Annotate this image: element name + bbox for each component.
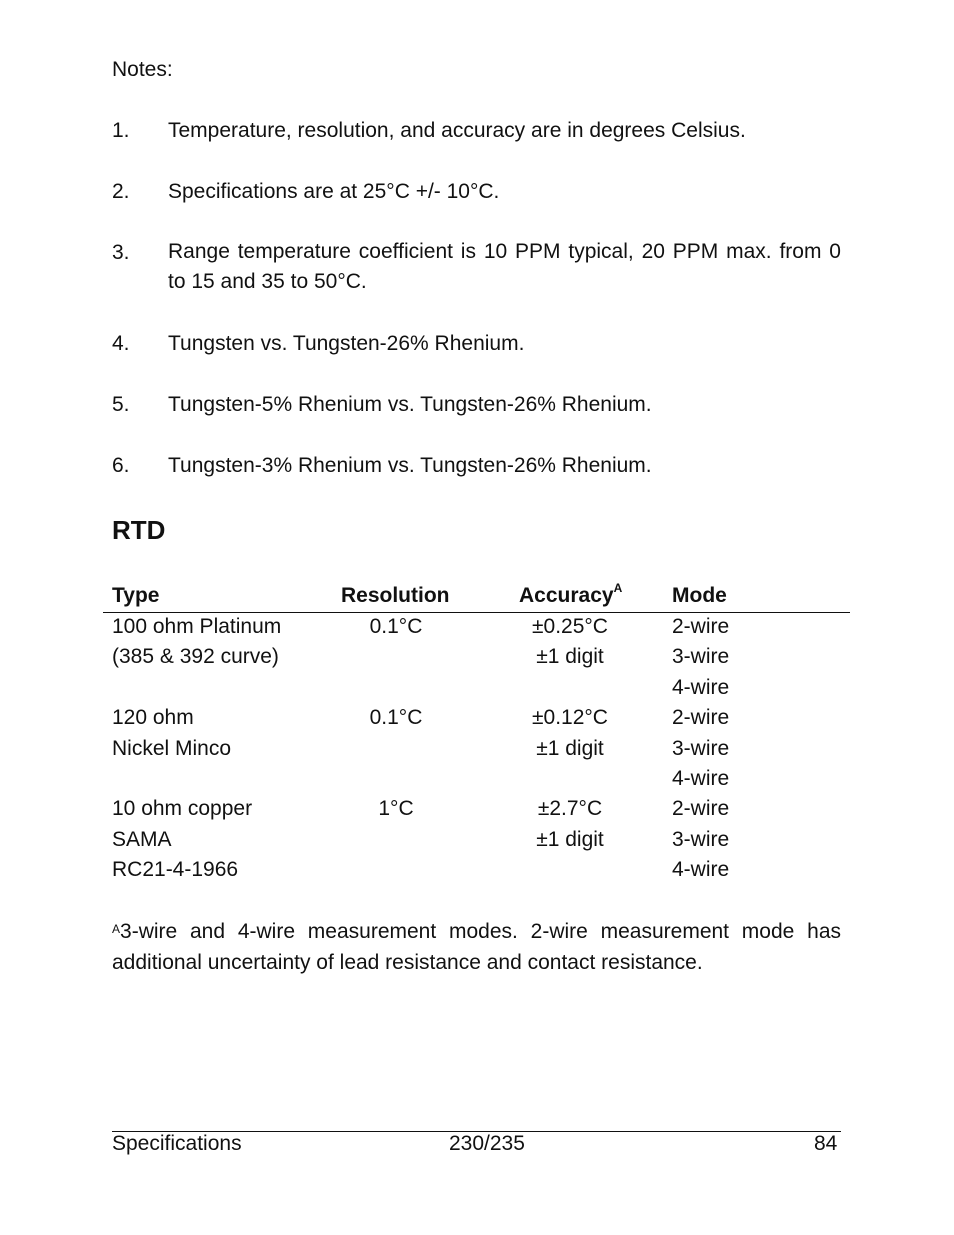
cell-accuracy: ±1 digit (536, 737, 604, 760)
column-header-type: Type (112, 584, 160, 607)
footnote-text: 3-wire and 4-wire measurement modes. 2-wire measurement mode has additional uncertainty of lead resistance and contact resistance. (112, 920, 841, 974)
cell-resolution: 0.1°C (369, 706, 423, 729)
page-number: 84 (814, 1132, 838, 1155)
section-heading-rtd: RTD (112, 515, 166, 545)
footer-model: 230/235 (449, 1132, 525, 1155)
note-text: Tungsten-5% Rhenium vs. Tungsten-26% Rhenium. (168, 393, 652, 416)
footer-section-title: Specifications (112, 1132, 242, 1155)
note-text: Range temperature coefficient is 10 PPM typical, 20 PPM max. from 0 to 15 and 35 to 50°C. (168, 240, 841, 293)
column-header-accuracy (519, 581, 623, 608)
cell-mode: 4-wire (672, 767, 730, 790)
note-text: Specifications are at 25°C +/- 10°C. (168, 180, 500, 203)
cell-accuracy: ±2.7°C (537, 797, 603, 820)
cell-mode: 2-wire (672, 615, 730, 638)
cell-accuracy: ±1 digit (536, 828, 604, 851)
cell-mode: 4-wire (672, 858, 730, 881)
cell-type: SAMA (112, 828, 172, 851)
cell-resolution: 0.1°C (369, 615, 423, 638)
column-header-resolution: Resolution (341, 584, 450, 607)
accuracy-footnote-marker: A (613, 581, 623, 595)
cell-accuracy: ±0.12°C (532, 706, 608, 729)
note-number: 4. (112, 332, 130, 355)
notes-label: Notes: (112, 58, 173, 81)
note-number: 1. (112, 119, 130, 142)
note-number: 3. (112, 241, 130, 264)
cell-mode: 3-wire (672, 737, 730, 760)
column-header-mode: Mode (672, 584, 727, 607)
cell-type: Nickel Minco (112, 737, 232, 760)
cell-type: 100 ohm Platinum (112, 615, 282, 638)
table-header-divider (103, 612, 850, 613)
note-text: Tungsten-3% Rhenium vs. Tungsten-26% Rhenium. (168, 454, 652, 477)
cell-type: RC21-4-1966 (112, 858, 239, 881)
cell-type: 10 ohm copper (112, 797, 253, 820)
table-footnote (112, 916, 841, 978)
note-number: 6. (112, 454, 130, 477)
cell-mode: 2-wire (672, 706, 730, 729)
cell-accuracy: ±0.25°C (532, 615, 608, 638)
cell-mode: 3-wire (672, 828, 730, 851)
cell-accuracy: ±1 digit (536, 645, 604, 668)
note-number: 2. (112, 180, 130, 203)
cell-type: 120 ohm (112, 706, 194, 729)
cell-mode: 2-wire (672, 797, 730, 820)
cell-mode: 3-wire (672, 645, 730, 668)
note-text: Tungsten vs. Tungsten-26% Rhenium. (168, 332, 525, 355)
accuracy-header-text: Accuracy (519, 584, 614, 607)
cell-mode: 4-wire (672, 676, 730, 699)
note-number: 5. (112, 393, 130, 416)
note-text: Temperature, resolution, and accuracy are in degrees Celsius. (168, 119, 746, 142)
footnote-marker: A (112, 922, 121, 936)
cell-resolution: 1°C (378, 797, 414, 820)
cell-type: (385 & 392 curve) (112, 645, 279, 668)
